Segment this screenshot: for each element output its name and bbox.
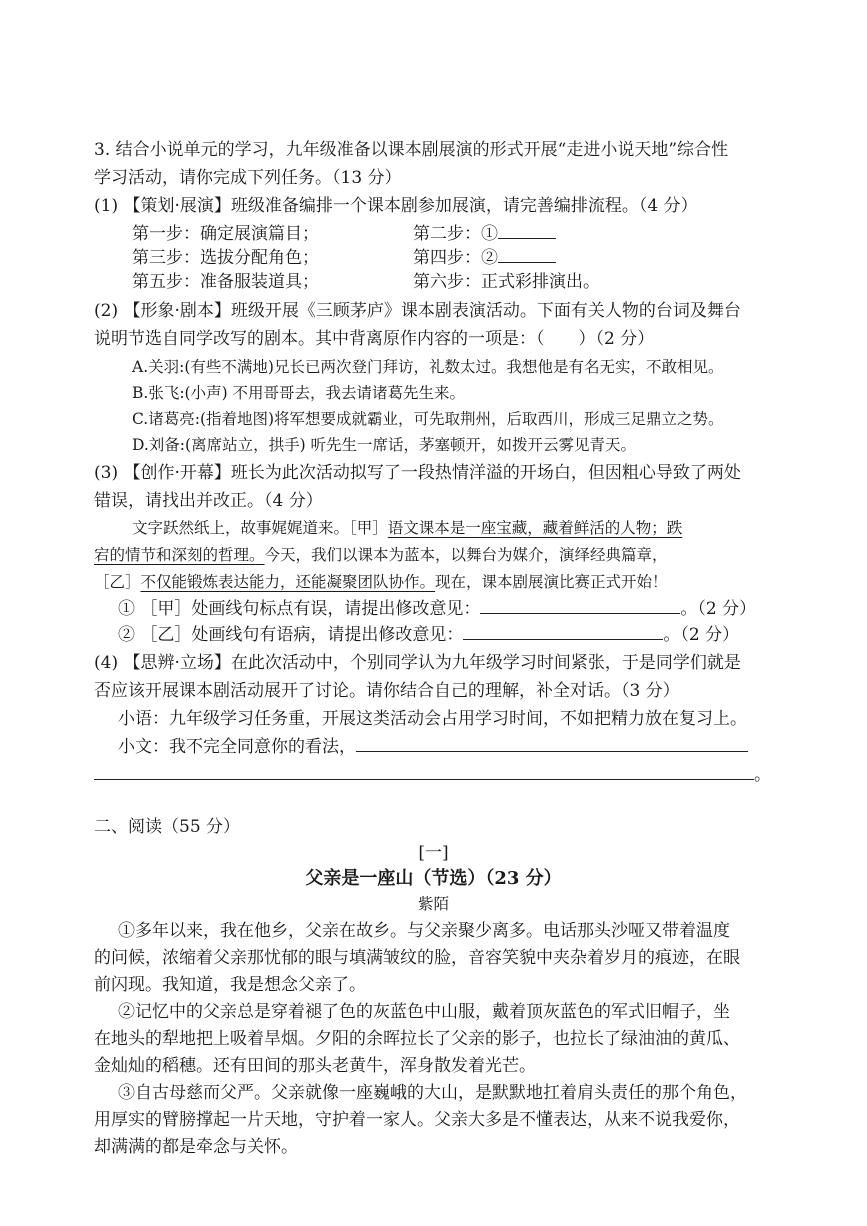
q3-part4-heading-line1: (4) 【思辨·立场】在此次活动中，个别同学认为九年级学习时间紧张，于是同学们就是 [94,653,741,673]
q3-sub1 [118,597,756,621]
speech-line1 [132,516,682,540]
dialogue-xiaowen [118,735,748,759]
speech-text: 现在，课本剧展演比赛正式开始！ [435,573,668,591]
dialogue-xiaowen-label: 小文：我不完全同意你的看法， [118,737,356,757]
para1-line2: 的问候，浓缩着父亲那忧郁的眼与填满皱纹的脸，音容笑貌中夹杂着岁月的痕迹，在眼 [94,948,740,968]
para3-line3: 却满满的都是牵念与关怀。 [94,1137,298,1157]
para1-line3: 前闪现。我知道，我是想念父亲了。 [94,975,366,995]
para2-line1: ②记忆中的父亲总是穿着褪了色的灰蓝色中山服，戴着顶灰蓝色的军式旧帽子，坐 [118,1002,730,1022]
section-heading-reading: 二、阅读（55 分） [94,817,241,837]
speech-text: 文字跃然纸上，故事娓娓道来。［甲］ [132,519,388,537]
step-2 [413,222,556,246]
underlined-sentence-yi: 不仅能锻炼表达能力，还能凝聚团队协作。 [140,573,436,591]
q3-sub1-score: 。（2 分） [680,599,757,619]
speech-line3 [94,570,668,594]
part-number: [一] [418,843,449,863]
q3-intro-line2: 学习活动，请你完成下列任务。（13 分） [94,168,402,188]
q3-part3-heading-line1: (3) 【创作·开幕】班长为此次活动拟写了一段热情洋溢的开场白，但因粗心导致了两处 [94,463,741,483]
dialogue-end-mark: 。 [754,765,771,785]
q3-part1-heading: (1) 【策划·展演】班级准备编排一个课本剧参加展演，请完善编排流程。（4 分） [94,196,698,216]
dialogue-answer-blank-2[interactable] [94,763,754,780]
step-4 [413,246,556,270]
option-b: B.张飞:(小声) 不用哥哥去，我去请诸葛先生来。 [132,384,466,402]
speech-text: 今天，我们以课本为蓝本，以舞台为媒介，演绎经典篇章， [264,546,668,564]
underlined-sentence-jia: 语文课本是一座宝藏，藏着鲜活的人物；跌 [387,519,683,537]
q3-sub1-answer-blank[interactable] [480,597,680,614]
option-c: C.诸葛亮:(指着地图)将军想要成就霸业，可先取荆州，后取西川，形成三足鼎立之势。 [132,410,724,428]
passage-title: 父亲是一座山（节选）（23 分） [305,868,562,889]
q3-sub2-answer-blank[interactable] [463,623,663,640]
q3-intro-line1: 3. 结合小说单元的学习，九年级准备以课本剧展演的形式开展“走进小说天地”综合性 [94,140,729,160]
q3-sub2-score: 。（2 分） [663,625,740,645]
para2-line2: 在地头的犁地把上吸着旱烟。夕阳的余晖拉长了父亲的影子，也拉长了绿油油的黄瓜、 [94,1029,740,1049]
q3-part3-heading-line2: 错误，请找出并改正。（4 分） [94,491,323,511]
q3-sub2 [118,623,739,647]
option-a: A.关羽:(有些不满地)兄长已两次登门拜访，礼数太过。我想他是有名无实，不敢相见。 [132,358,724,376]
q3-part2-heading-line1: (2) 【形象·剧本】班级开展《三顾茅庐》课本剧表演活动。下面有关人物的台词及舞台 [94,301,741,321]
step-3: 第三步：选拔分配角色； [132,248,319,268]
dialogue-xiaoyu: 小语：九年级学习任务重，开展这类活动会占用学习时间，不如把精力放在复习上。 [118,709,747,729]
option-d: D.刘备:(离席站立，拱手) 听先生一席话，茅塞顿开，如拨开云雾见青天。 [132,436,637,454]
q3-part2-heading-line2: 说明节选自同学改写的剧本。其中背离原作内容的一项是：（ ）（2 分） [94,329,655,349]
q3-sub1-label: ① ［甲］处画线句标点有误，请提出修改意见： [118,599,481,619]
step-2-label: 第二步：① [413,224,498,244]
dialogue-continuation [94,763,771,787]
para3-line1: ③自古母慈而父严。父亲就像一座巍峨的大山，是默默地扛着肩头责任的那个角色， [118,1083,747,1103]
step-4-label: 第四步：② [413,248,498,268]
speech-line2 [94,543,668,567]
step-2-answer-blank[interactable] [498,222,556,239]
dialogue-answer-blank-1[interactable] [356,735,748,752]
step-5: 第五步：准备服装道具； [132,272,319,292]
q3-part4-heading-line2: 否应该开展课本剧活动展开了讨论。请你结合自己的理解，补全对话。（3 分） [94,681,680,701]
step-4-answer-blank[interactable] [498,246,556,263]
q3-sub2-label: ② ［乙］处画线句有语病，请提出修改意见： [118,625,464,645]
para1-line1: ①多年以来，我在他乡，父亲在故乡。与父亲聚少离多。电话那头沙哑又带着温度 [118,921,730,941]
para2-line3: 金灿灿的稻穗。还有田间的那头老黄牛，浑身散发着光芒。 [94,1056,536,1076]
step-1: 第一步：确定展演篇目； [132,224,319,244]
step-6: 第六步：正式彩排演出。 [413,272,600,292]
para3-line2: 用厚实的臂膀撑起一片天地，守护着一家人。父亲大多是不懂表达，从来不说我爱你， [94,1110,740,1130]
passage-author: 紫陌 [417,895,449,913]
underlined-sentence-jia-cont: 宕的情节和深刻的哲理。 [94,546,265,564]
marker-yi: ［乙］ [94,573,141,591]
